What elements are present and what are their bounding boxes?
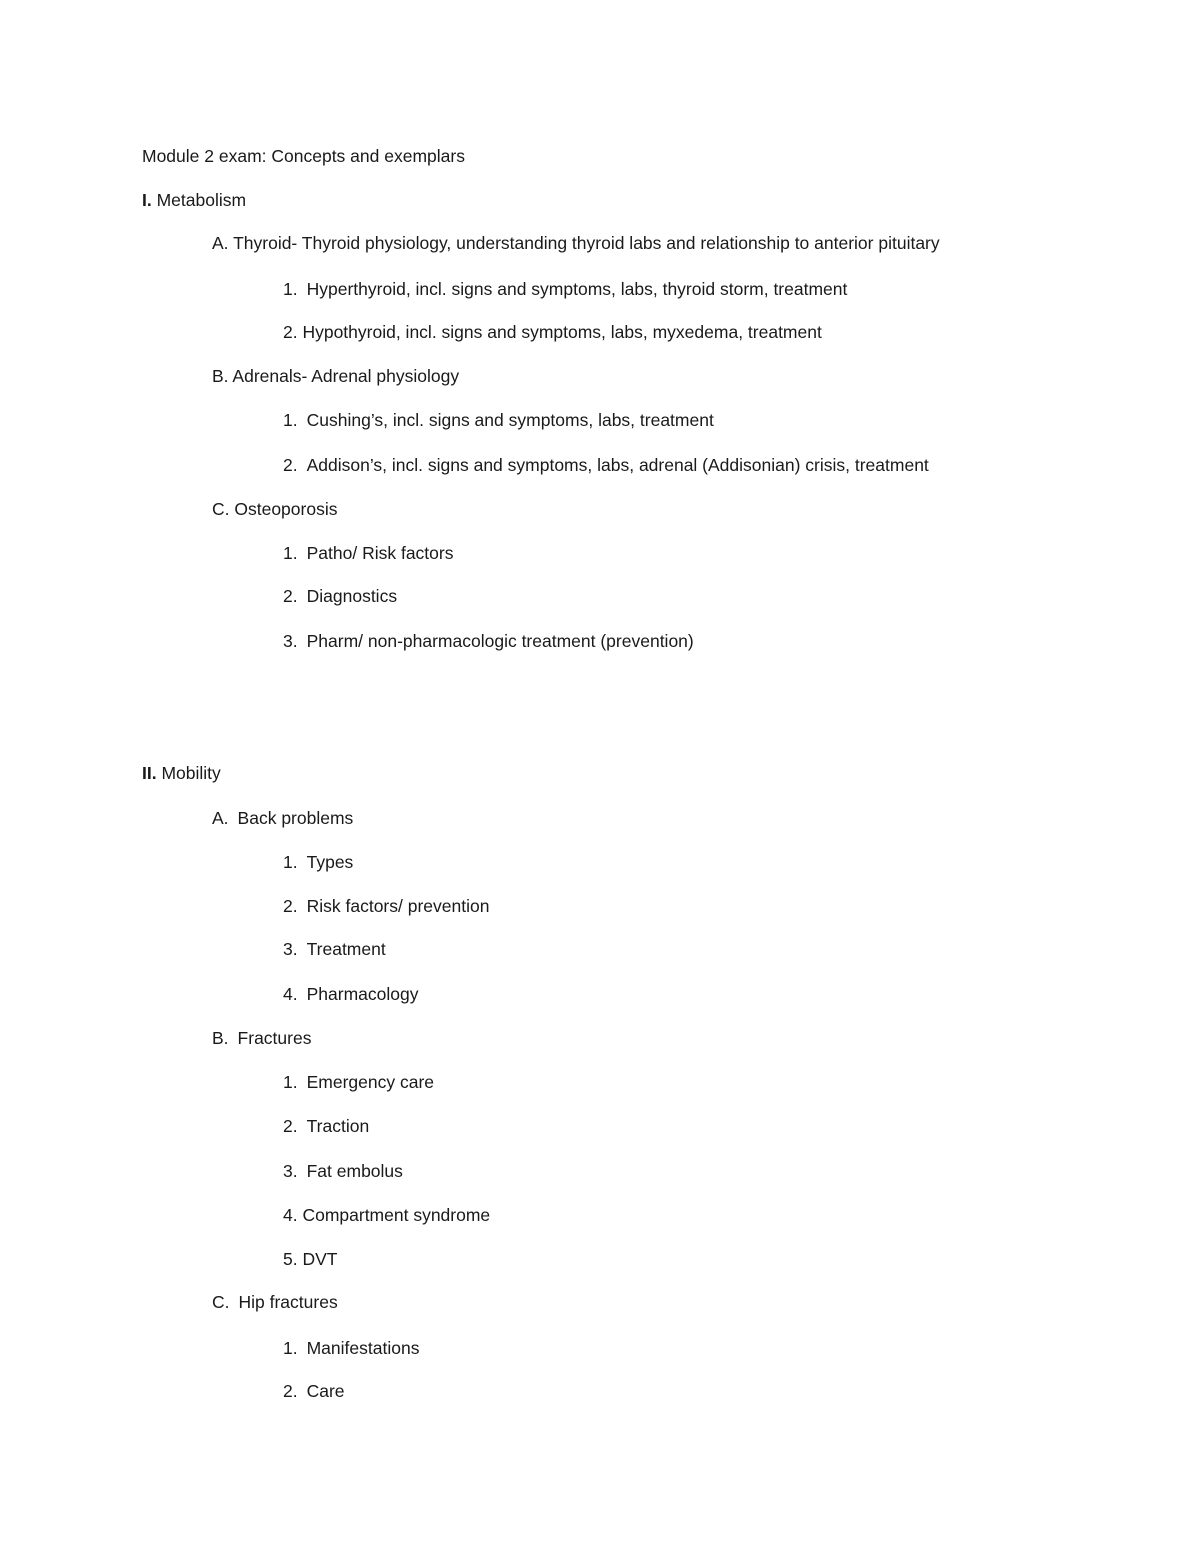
list-text: Fat embolus (306, 1161, 403, 1181)
list-number: 2. (283, 1116, 298, 1136)
section-heading (142, 762, 221, 784)
subsection-letter: C. (212, 1292, 230, 1312)
list-text: Pharmacology (306, 984, 419, 1004)
section-number: I. (142, 190, 152, 210)
list-text: Manifestations (306, 1338, 420, 1358)
list-item (283, 278, 847, 300)
list-text: Care (306, 1381, 345, 1401)
list-number: 3. (283, 939, 298, 959)
document-title: Module 2 exam: Concepts and exemplars (142, 146, 465, 166)
list-item (283, 1380, 345, 1402)
subsection-letter: B. (212, 1028, 229, 1048)
list-item (283, 895, 489, 917)
subsection-heading (212, 807, 353, 829)
subsection-heading: B. Adrenals- Adrenal physiology (212, 366, 460, 386)
list-item: 4. Compartment syndrome (283, 1205, 491, 1225)
subsection-heading: A. Thyroid- Thyroid physiology, understanding thyroid labs and relationship to anterior pituitary (212, 233, 940, 253)
list-item: 5. DVT (283, 1249, 338, 1269)
list-text: Pharm/ non-pharmacologic treatment (prevention) (306, 631, 694, 651)
list-number: 1. (283, 1072, 298, 1092)
list-item (283, 938, 386, 960)
list-text: Diagnostics (306, 586, 398, 606)
list-number: 1. (283, 410, 298, 430)
list-number: 1. (283, 852, 298, 872)
list-item (283, 454, 929, 476)
list-number: 1. (283, 1338, 298, 1358)
list-item (283, 1071, 434, 1093)
list-item (283, 1115, 369, 1137)
list-item (283, 851, 353, 873)
subsection-label: Fractures (237, 1028, 312, 1048)
list-text: Types (306, 852, 354, 872)
list-text: Cushing’s, incl. signs and symptoms, labs, treatment (306, 410, 714, 430)
subsection-heading (212, 1027, 311, 1049)
list-number: 2. (283, 455, 298, 475)
list-item (283, 1160, 403, 1182)
list-text: Traction (306, 1116, 370, 1136)
subsection-letter: A. (212, 808, 229, 828)
list-item: 2. Hypothyroid, incl. signs and symptoms, labs, myxedema, treatment (283, 322, 822, 342)
list-text: Patho/ Risk factors (306, 543, 454, 563)
list-item (283, 630, 694, 652)
list-text: Emergency care (306, 1072, 435, 1092)
section-label: Mobility (161, 763, 221, 783)
subsection-heading: C. Osteoporosis (212, 499, 338, 519)
list-item (283, 585, 397, 607)
list-number: 2. (283, 896, 298, 916)
list-item (283, 409, 714, 431)
section-number: II. (142, 763, 157, 783)
list-text: Risk factors/ prevention (306, 896, 490, 916)
section-label: Metabolism (156, 190, 247, 210)
list-number: 2. (283, 1381, 298, 1401)
list-item (283, 1337, 419, 1359)
list-number: 1. (283, 543, 298, 563)
list-number: 3. (283, 1161, 298, 1181)
list-item (283, 542, 453, 564)
list-text: Hyperthyroid, incl. signs and symptoms, labs, thyroid storm, treatment (306, 279, 848, 299)
list-text: Treatment (306, 939, 386, 959)
list-number: 2. (283, 586, 298, 606)
section-heading (142, 189, 246, 211)
subsection-label: Back problems (237, 808, 354, 828)
list-item (283, 983, 418, 1005)
list-number: 3. (283, 631, 298, 651)
list-number: 4. (283, 984, 298, 1004)
list-number: 1. (283, 279, 298, 299)
subsection-heading (212, 1291, 338, 1313)
list-text: Addison’s, incl. signs and symptoms, labs, adrenal (Addisonian) crisis, treatment (306, 455, 929, 475)
subsection-label: Hip fractures (238, 1292, 338, 1312)
